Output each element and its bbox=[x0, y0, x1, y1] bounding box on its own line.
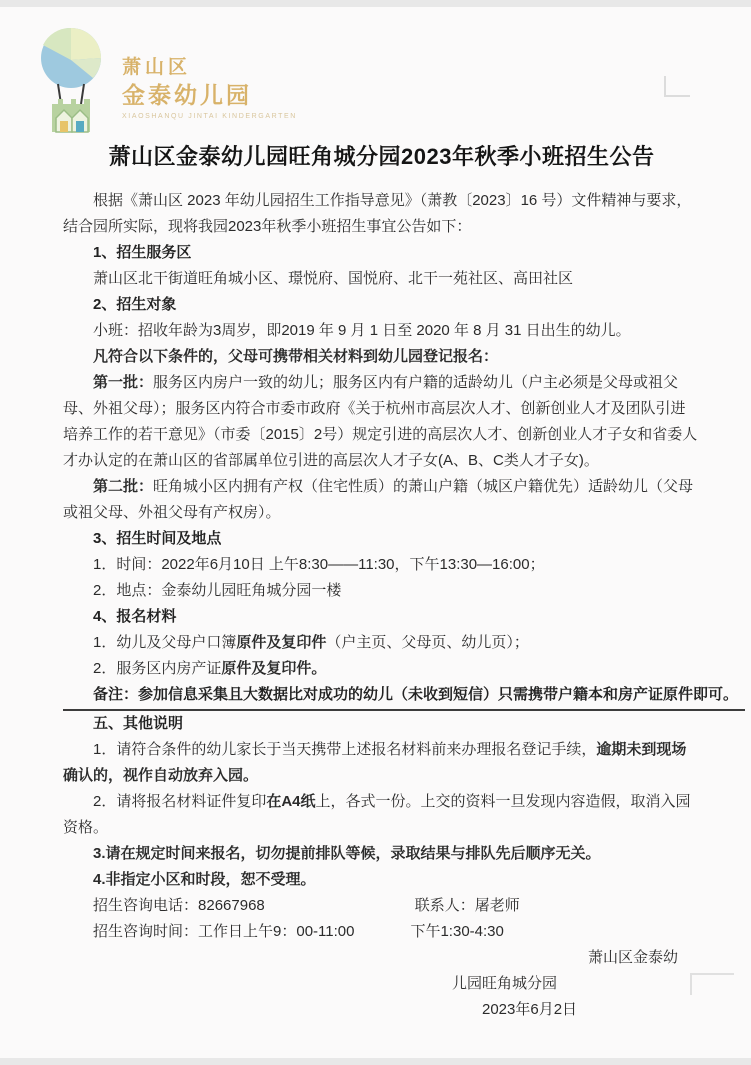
scan-edge-bottom bbox=[0, 1058, 751, 1065]
scan-corner-mark-bottom bbox=[690, 973, 734, 995]
signature-line2: 儿园旺角城分园 bbox=[452, 975, 558, 992]
signature-line1: 萧山区金泰幼 bbox=[587, 949, 678, 966]
contact-phone-value: 82667968 bbox=[198, 897, 265, 914]
section5-item1-bold: 逾期未到现场确认的，视作自动放弃入园。 bbox=[63, 741, 687, 784]
section5-item2-post: 上，各式一份。上交的资料一旦发现内容造假，取消入园资格。 bbox=[63, 793, 691, 836]
section5-item2-bold: 在A4纸 bbox=[266, 793, 316, 810]
batch1-paragraph bbox=[63, 370, 700, 474]
hot-air-balloon-logo-icon bbox=[30, 24, 112, 134]
contact-time-pm: 下午1:30-4:30 bbox=[410, 923, 504, 940]
batch1-label: 第一批： bbox=[93, 374, 154, 391]
section2-note: 凡符合以下条件的，父母可携带相关材料到幼儿园登记报名： bbox=[93, 348, 499, 365]
contact-phone-line bbox=[63, 893, 700, 919]
scan-edge-top bbox=[0, 0, 751, 7]
section3-item2: 2．地点：金泰幼儿园旺角城分园一楼 bbox=[93, 582, 342, 599]
contact-time-am: 工作日上午9：00-11:00 bbox=[198, 923, 355, 940]
section1-heading: 1、招生服务区 bbox=[93, 244, 192, 261]
section4-item1-pre: 1．幼儿及父母户口簿 bbox=[93, 634, 237, 651]
section5-item1 bbox=[63, 737, 700, 789]
contact-time-line bbox=[63, 919, 700, 945]
batch2-paragraph bbox=[63, 474, 700, 526]
section3-item1: 1．时间：2022年6月10日 上午8:30——11:30，下午13:30—16:00； bbox=[93, 556, 545, 573]
section4-item1 bbox=[63, 630, 700, 656]
section4-item2-pre: 2．服务区内房产证 bbox=[93, 660, 222, 677]
batch2-text: 旺角城小区内拥有产权（住宅性质）的萧山户籍（城区户籍优先）适龄幼儿（父母或祖父母、外祖父母有产权房）。 bbox=[63, 478, 694, 521]
section4-item2 bbox=[63, 656, 700, 682]
intro-paragraph: 根据《萧山区 2023 年幼儿园招生工作指导意见》（萧教〔2023〕16 号）文件精神与要求，结合园所实际，现将我园2023年秋季小班招生事宜公告如下： bbox=[63, 192, 692, 235]
document-body bbox=[63, 142, 739, 1023]
batch1-text: 服务区内房户一致的幼儿；服务区内有户籍的适龄幼儿（户主必须是父母或祖父母、外祖父母）；服务区内符合市委市政府《关于杭州市高层次人才、创新创业人才及团队引进培养工作的若干意见》（市委〔2015〕2号）规定引进的高层次人才、创新创业人才子女和省委人才办认定的在萧山区的省部属单位引进的高层次人才子女(A、B、C类人才子女)。 bbox=[63, 374, 698, 469]
section1-body: 萧山区北干街道旺角城小区、璟悦府、国悦府、北干一苑社区、高田社区 bbox=[93, 270, 574, 287]
section2-body: 小班：招收年龄为3周岁，即2019 年 9 月 1 日至 2020 年 8 月 31 日出生的幼儿。 bbox=[93, 322, 631, 339]
logo-text bbox=[122, 56, 297, 120]
logo-tagline: XIAOSHANQU JINTAI KINDERGARTEN bbox=[122, 113, 297, 120]
section4-item2-bold: 原件及复印件。 bbox=[221, 660, 327, 677]
section4-remark-underlined: 备注：参加信息采集且大数据比对成功的幼儿（未收到短信）只需携带户籍本和房产证原件即可。 bbox=[63, 682, 745, 711]
section5-item2 bbox=[63, 789, 700, 841]
logo-name-line1: 萧山区 bbox=[122, 57, 192, 78]
section5-item2-pre: 2．请将报名材料证件复印 bbox=[93, 793, 267, 810]
section3-heading: 3、招生时间及地点 bbox=[93, 530, 222, 547]
contact-phone-label: 招生咨询电话： bbox=[93, 897, 199, 914]
section4-heading: 4、报名材料 bbox=[93, 608, 177, 625]
batch2-label: 第二批： bbox=[93, 478, 154, 495]
section2-heading: 2、招生对象 bbox=[93, 296, 177, 313]
section5-heading: 五、其他说明 bbox=[93, 715, 184, 732]
contact-time-label: 招生咨询时间： bbox=[93, 923, 199, 940]
section5-item3: 3.请在规定时间来报名，切勿提前排队等候，录取结果与排队先后顺序无关。 bbox=[93, 845, 601, 862]
scan-corner-mark-top bbox=[664, 76, 690, 97]
section5-item1-pre: 1．请符合条件的幼儿家长于当天携带上述报名材料前来办理报名登记手续， bbox=[93, 741, 597, 758]
section4-item1-post: （户主页、父母页、幼儿页）； bbox=[326, 634, 529, 651]
signature-date: 2023年6月2日 bbox=[482, 1001, 578, 1018]
section5-item4: 4.非指定小区和时段，恕不受理。 bbox=[93, 871, 316, 888]
kindergarten-logo bbox=[30, 24, 297, 134]
logo-name-line2: 金泰幼儿园 bbox=[122, 82, 252, 108]
contact-person-value: 屠老师 bbox=[474, 897, 520, 914]
page-title: 萧山区金泰幼儿园旺角城分园2023年秋季小班招生公告 bbox=[108, 144, 655, 169]
section4-item1-bold: 原件及复印件 bbox=[236, 634, 327, 651]
contact-person-label: 联系人： bbox=[414, 897, 475, 914]
